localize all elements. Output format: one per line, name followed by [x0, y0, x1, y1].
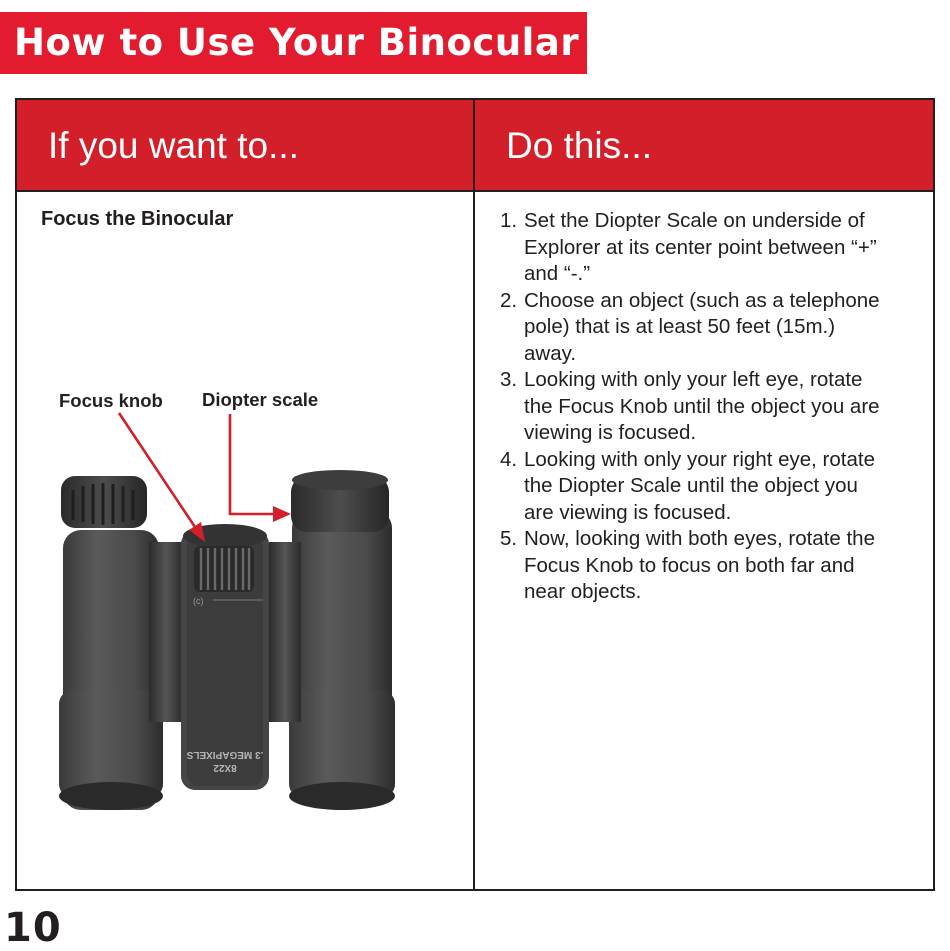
- binocular-illustration: [37, 280, 437, 773]
- step-item: 2. Choose an object (such as a telephone pole) that is at least 50 feet (15m.) away.: [500, 288, 880, 365]
- table-header: [17, 100, 933, 192]
- step-item: 4. Looking with only your right eye, rotate the Diopter Scale until the object you are viewing is focused.: [500, 447, 875, 524]
- focus-knob: [194, 546, 254, 592]
- diopter-scale-label: Diopter scale: [202, 389, 319, 410]
- instruction-table: [15, 98, 935, 891]
- model-marking: 8X22: [213, 762, 237, 773]
- step-item: 3. Looking with only your left eye, rotate the Focus Knob until the object you are viewing is focused.: [500, 368, 880, 444]
- diopter-scale-arrow: [230, 414, 291, 522]
- page-number: 10: [4, 905, 62, 951]
- task-label: Focus the Binocular: [41, 208, 234, 230]
- step-item: 1. Set the Diopter Scale on underside of Explorer at its center point between “+” and “-.”: [500, 209, 877, 285]
- diopter-mark: (c): [193, 596, 204, 606]
- header-do-this: Do this...: [506, 125, 652, 166]
- hinge-right: [269, 542, 301, 722]
- right-barrel: [289, 470, 395, 810]
- left-barrel: [59, 476, 163, 810]
- focus-knob-label: Focus knob: [59, 390, 163, 411]
- header-if-you-want-to: If you want to...: [48, 125, 299, 166]
- title-banner: [0, 12, 587, 74]
- steps-list: [494, 208, 924, 606]
- step-item: 5. Now, looking with both eyes, rotate the Focus Knob to focus on both far and near objects.: [500, 527, 875, 603]
- column-divider: [473, 100, 475, 889]
- hinge-left: [149, 542, 183, 722]
- page-title: How to Use Your Binocular: [14, 21, 580, 64]
- megapixel-marking: .3 MEGAPIXELS: [186, 749, 264, 760]
